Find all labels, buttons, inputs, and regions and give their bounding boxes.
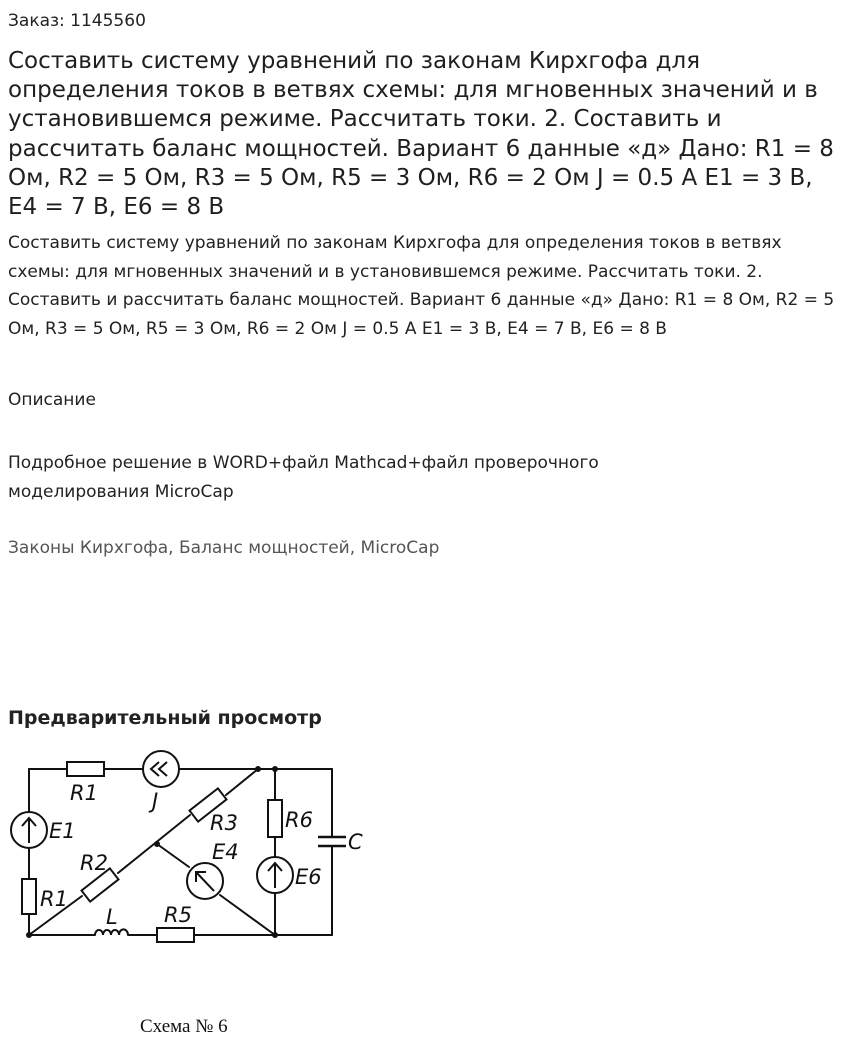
node-top-right bbox=[255, 766, 261, 772]
label-r6: R6 bbox=[285, 808, 313, 832]
resistor-r1-left bbox=[22, 879, 36, 914]
resistor-r5 bbox=[157, 928, 194, 942]
label-r3: R3 bbox=[210, 811, 238, 835]
label-r1-left: R1 bbox=[40, 887, 68, 911]
node-top-r6 bbox=[272, 766, 278, 772]
label-e1: E1 bbox=[49, 819, 76, 843]
node-bottom-left bbox=[26, 932, 32, 938]
label-j: J bbox=[152, 789, 159, 813]
wire-e4-branch bbox=[157, 844, 189, 867]
emf-e4 bbox=[187, 863, 223, 899]
label-e4: E4 bbox=[212, 840, 239, 864]
resistor-r1-top bbox=[67, 762, 104, 776]
task-description: Составить систему уравнений по законам Кирхгофа для определения токов в ветвях схемы: для мгновенных значений и в установившемся режиме. Рассчитать токи. 2. Составить и рассчитать баланс мощностей. Вариант 6 данные «д» Дано: R1 = 8 Ом, R2 = 5 Ом, R3 = 5 Ом, R5 = 3 Ом, R6 = 2 Ом J = 0.5 A E1 = 3 B, E4 = 7 B, E6 = 8 B bbox=[8, 233, 835, 339]
label-r5: R5 bbox=[164, 903, 192, 927]
label-r1-top: R1 bbox=[70, 781, 98, 805]
emf-e1 bbox=[11, 812, 47, 848]
solution-details: Подробное решение в WORD+файл Mathcad+файл проверочного моделирования MicroCap bbox=[8, 453, 599, 502]
circuit-schematic bbox=[0, 740, 400, 1049]
label-e6: E6 bbox=[295, 865, 322, 889]
preview-heading: Предварительный просмотр bbox=[8, 707, 322, 729]
tags-list: Законы Кирхгофа, Баланс мощностей, MicroCap bbox=[8, 538, 440, 558]
page-title: Составить систему уравнений по законам Кирхгофа для определения токов в ветвях схемы: для мгновенных значений и в установившемся режиме. Рассчитать токи. 2. Составить и рассчитать баланс мощностей. Вариант 6 данные «д» Дано: R1 = 8 Ом, R2 = 5 Ом, R3 = 5 Ом, R5 = 3 Ом, R6 = 2 Ом J = 0.5 A E1 = 3 B, E4 = 7 B, E6 = 8 B bbox=[8, 48, 834, 221]
label-l: L bbox=[106, 905, 118, 929]
label-r2: R2 bbox=[80, 851, 108, 875]
current-source-j bbox=[143, 751, 179, 787]
node-center bbox=[154, 841, 160, 847]
schematic-caption: Схема № 6 bbox=[140, 1016, 228, 1037]
emf-e6 bbox=[257, 857, 293, 893]
description-label: Описание bbox=[8, 390, 96, 410]
order-number: Заказ: 1145560 bbox=[8, 11, 146, 31]
label-c: C bbox=[348, 830, 363, 854]
inductor-l bbox=[95, 929, 128, 935]
resistor-r6 bbox=[268, 800, 282, 837]
node-bottom-right bbox=[272, 932, 278, 938]
